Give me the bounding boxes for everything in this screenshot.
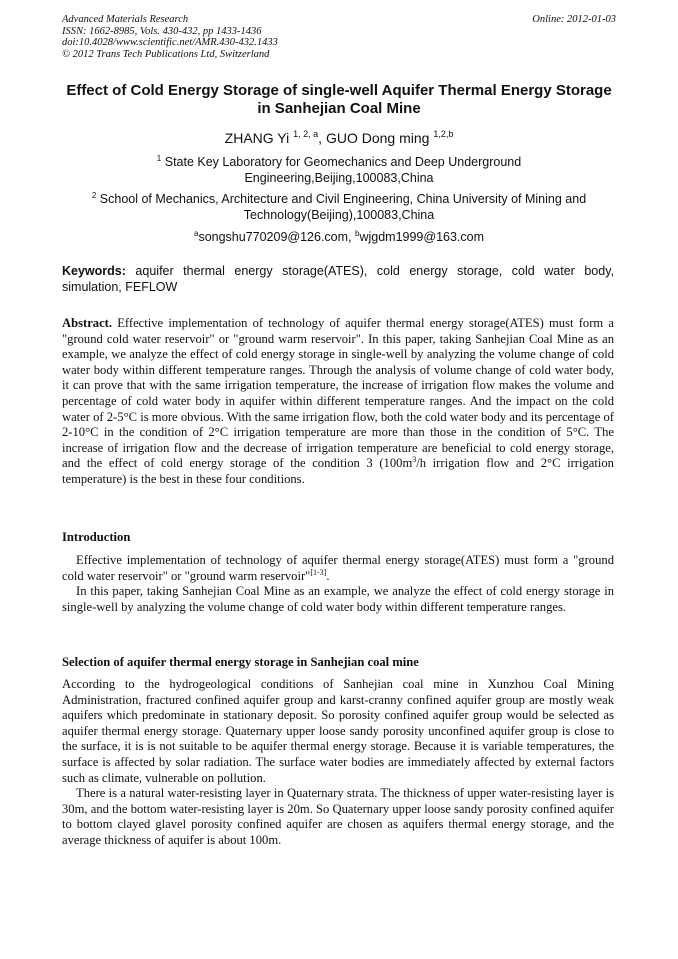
affiliation-2-text: School of Mechanics, Architecture and Civil Engineering, China University of Mining and Technology(Beijing),100083,China	[99, 192, 587, 222]
selection-paragraph-1: According to the hydrogeological conditions of Sanhejian coal mine in Xunzhou Coal Mining Administration, fractured confined aquifer group and karst-cranny confined aquifer group are mostly weak aquifers which predominate in stationary deposit. So porosity confined aquifer group would be selected as aquifer thermal energy storage. Quaternary upper loose sandy porosity unconfined aquifer group is close to the surface, it is is not suitable to be aquifer thermal energy storage. Because it is variable temperatures, the surface is affected by solar radiation. The surface water bodies are immediately affected by external factors such as climate, vulnerable on pollution.	[62, 677, 614, 785]
introduction-heading: Introduction	[62, 530, 131, 544]
email-line	[62, 229, 616, 245]
keywords	[62, 264, 614, 295]
author-2-affil: 1,2,b	[433, 129, 454, 139]
introduction-body	[62, 553, 614, 615]
introduction-paragraph-1-text: Effective implementation of technology of aquifer thermal energy storage(ATES) must form a "ground cold water reservoir" or "ground warm reservoir"	[62, 553, 614, 583]
affiliation-1	[62, 154, 616, 186]
doi-line: doi:10.4028/www.scientific.net/AMR.430-432.1433	[62, 37, 278, 48]
selection-paragraph-2: There is a natural water-resisting layer in Quaternary strata. The thickness of upper water-resisting layer is 30m, and the bottom water-resisting layer is 20m. So Quaternary upper loose sandy porosity confined aquifer to bottom clayed glavel porosity confined aquifer are chosen as aquifers thermal energy storage, and the average thickness of aquifer is about 100m.	[62, 786, 614, 847]
issn-line: ISSN: 1662-8985, Vols. 430-432, pp 1433-1436	[62, 25, 262, 37]
affiliation-2	[62, 191, 616, 223]
email-b: wjgdm1999@163.com	[359, 230, 485, 244]
abstract-text-1: Effective implementation of technology of aquifer thermal energy storage(ATES) must form a "ground cold water reservoir" or "ground warm reservoir". In this paper, taking Sanhejian Coal Mine as an example, we analyze the effect of cold energy storage in single-well by analyzing the volume change of cold water body within different temperature ranges. Through the analysis of volume change of cold water body, it can prove that with the same irrigation temperature, the increase of irrigation flow makes the volume and percentage of cold water body in aquifer within different temperature ranges. And the impact on the cold water of 2-5°C is more obvious. With the same irrigation flow, both the cold water body and its percentage of 2-10°C in the condition of 2°C irrigation temperature are more than those in the condition of 5°C. The increase of irrigation flow and the decrease of irrigation temperature are beneficial to cold energy storage, and the effect of cold energy storage of the condition 3 (100m	[62, 316, 614, 471]
abstract-superscript: 3	[412, 455, 417, 465]
citation-ref: [1-3]	[310, 567, 327, 577]
introduction-paragraph-1	[62, 553, 614, 584]
email-a: songshu770209@126.com,	[198, 230, 355, 244]
author-separator: ,	[318, 130, 326, 146]
journal-header	[62, 14, 616, 60]
author-1-affil: 1, 2, a	[293, 129, 319, 139]
abstract-text-2: /h irrigation flow and 2°C irrigation temperature) is the best in these four conditions.	[62, 456, 614, 486]
author-line	[62, 129, 616, 147]
introduction-paragraph-2: In this paper, taking Sanhejian Coal Mine as an example, we analyze the effect of cold energy storage in single-well by analyzing the volume change of cold water body within different temperature ranges.	[62, 584, 614, 614]
abstract-label: Abstract.	[62, 316, 113, 330]
affiliation-1-text: State Key Laboratory for Geomechanics and Deep Underground Engineering,Beijing,100083,China	[164, 155, 522, 185]
journal-name: Advanced Materials Research	[62, 14, 189, 25]
author-2-name: GUO Dong ming	[325, 130, 430, 146]
keywords-text: aquifer thermal energy storage(ATES), cold energy storage, cold water body, simulation, FEFLOW	[62, 264, 614, 294]
keywords-label: Keywords:	[62, 264, 126, 278]
email-b-marker: b	[355, 229, 360, 238]
abstract	[62, 316, 614, 488]
paper-title: Effect of Cold Energy Storage of single-well Aquifer Thermal Energy Storage in Sanhejian Coal Mine	[66, 82, 612, 117]
affiliation-1-number: 1	[156, 154, 162, 163]
selection-heading: Selection of aquifer thermal energy storage in Sanhejian coal mine	[62, 655, 419, 669]
author-1-name: ZHANG Yi	[224, 130, 290, 146]
introduction-paragraph-1-end: .	[326, 568, 330, 583]
selection-body	[62, 677, 614, 849]
online-date: Online: 2012-01-03	[532, 14, 616, 25]
affiliation-2-number: 2	[91, 191, 97, 200]
email-a-marker: a	[193, 229, 199, 238]
copyright-line: © 2012 Trans Tech Publications Ltd, Switzerland	[62, 48, 270, 60]
